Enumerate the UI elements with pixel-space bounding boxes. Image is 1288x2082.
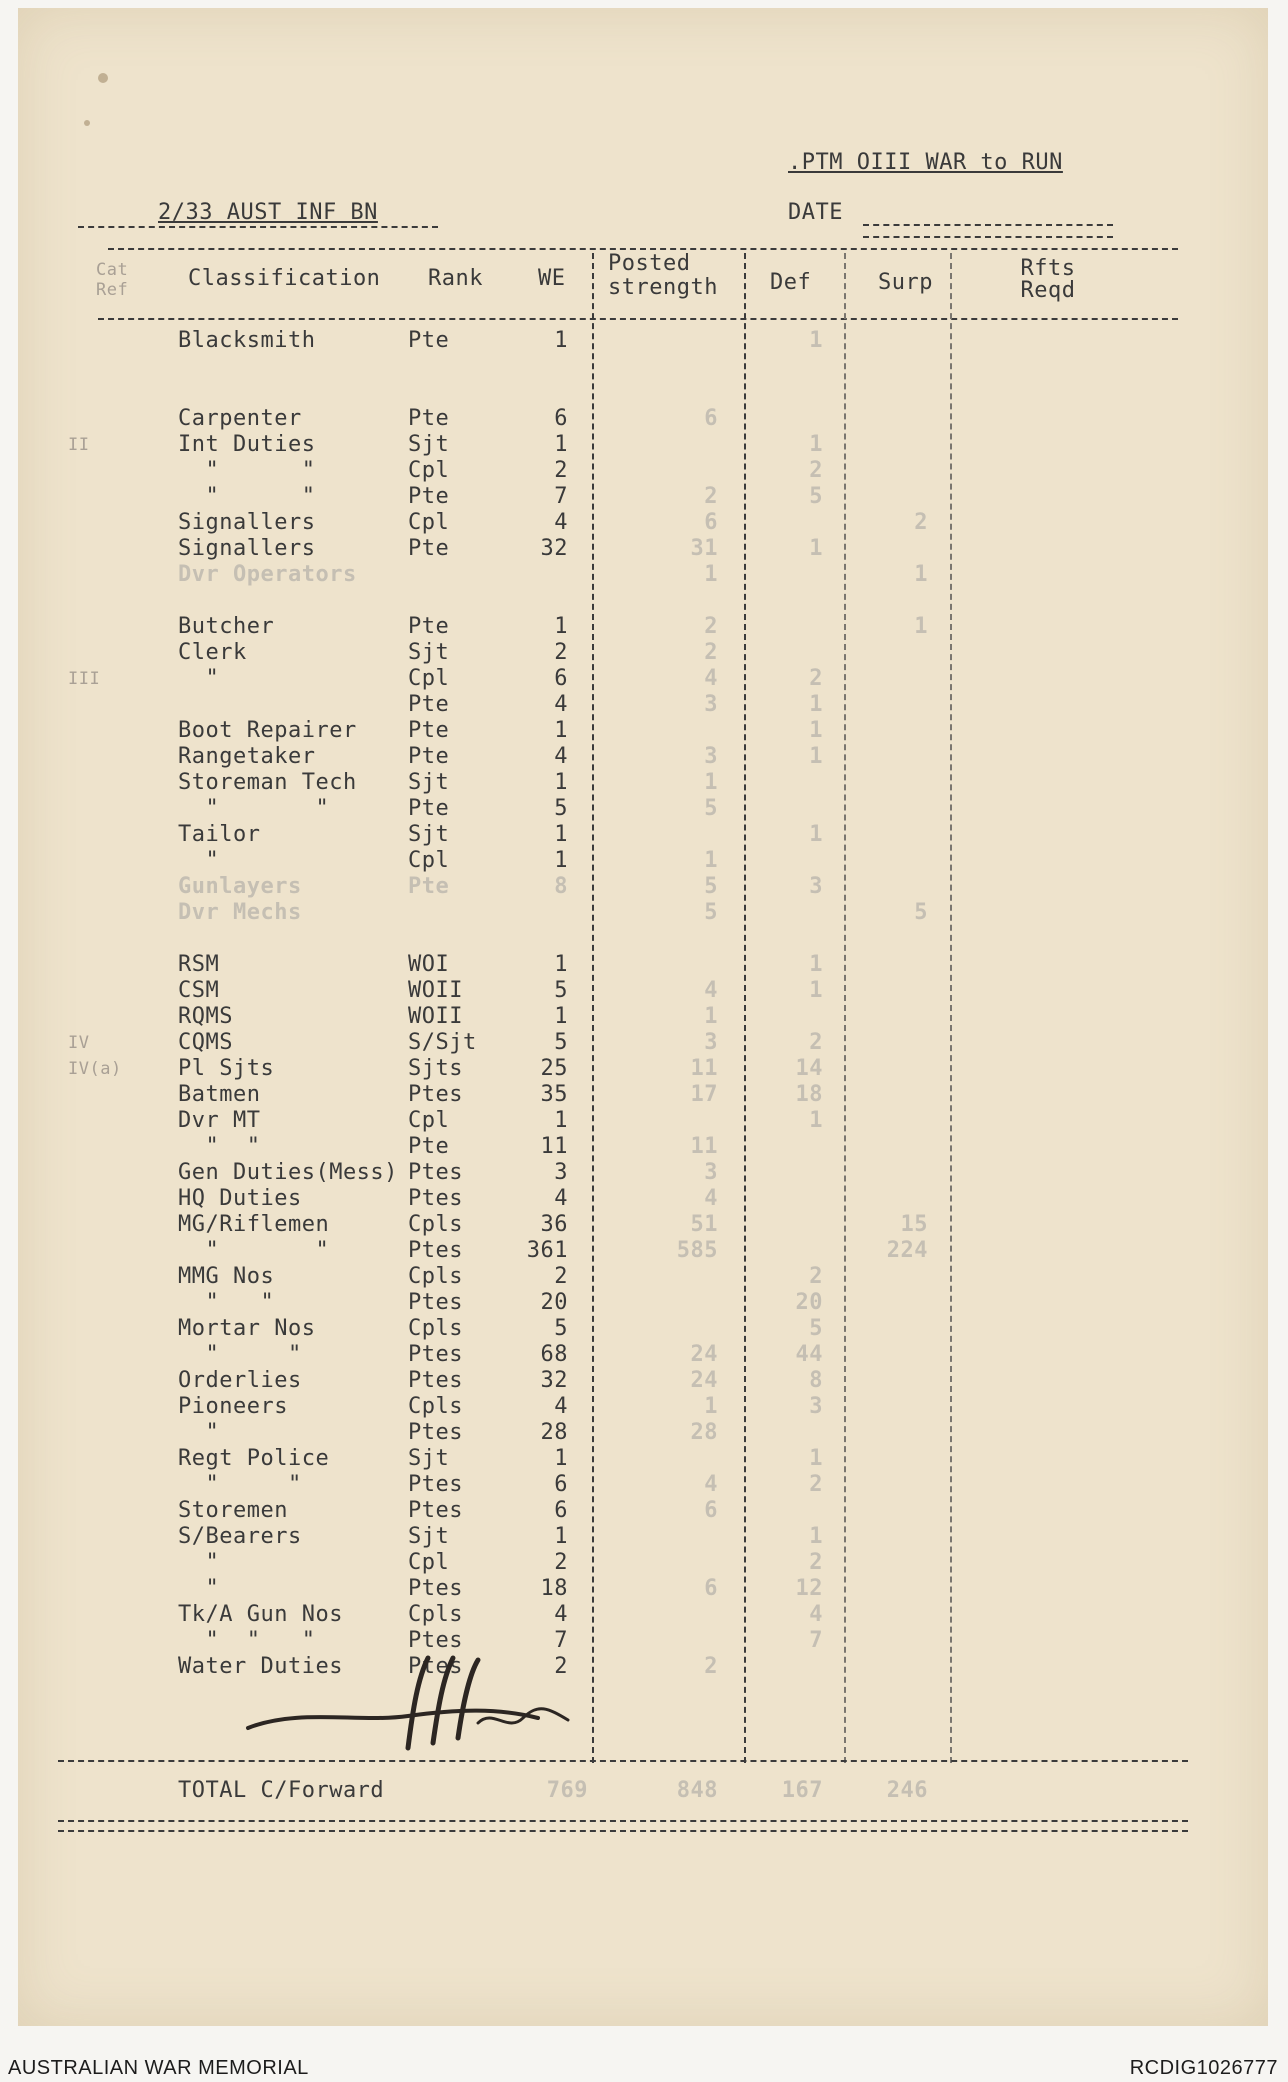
cell-we: 1 <box>554 328 568 353</box>
table-row <box>18 1342 1268 1368</box>
cell-rank: Ptes <box>408 1342 463 1367</box>
table-header-rule <box>98 318 1178 320</box>
cell-classification: RQMS <box>178 1004 233 1029</box>
table-row <box>18 1134 1268 1160</box>
cell-rank: WOII <box>408 978 463 1003</box>
table-row <box>18 588 1268 614</box>
col-header-we: WE <box>538 266 566 291</box>
cell-classification: S/Bearers <box>178 1524 302 1549</box>
cell-posted: 28 <box>690 1420 718 1445</box>
cell-def: 2 <box>809 1472 823 1497</box>
category-label: III <box>68 669 101 689</box>
cell-classification: Storeman Tech <box>178 770 357 795</box>
table-row <box>18 1576 1268 1602</box>
cell-posted: 11 <box>690 1056 718 1081</box>
cell-def: 12 <box>795 1576 823 1601</box>
table-row <box>18 1550 1268 1576</box>
cell-def: 8 <box>809 1368 823 1393</box>
cell-rank: Pte <box>408 484 450 509</box>
table-row <box>18 1160 1268 1186</box>
cell-rank: Cpl <box>408 458 450 483</box>
cell-classification: Mortar Nos <box>178 1316 316 1341</box>
cell-rank: Sjt <box>408 822 450 847</box>
cell-classification: MG/Riflemen <box>178 1212 330 1237</box>
cell-rank: Sjt <box>408 432 450 457</box>
table-row <box>18 380 1268 406</box>
cell-posted: 6 <box>704 406 718 431</box>
cell-we: 1 <box>554 1108 568 1133</box>
cell-def: 3 <box>809 1394 823 1419</box>
cell-def: 3 <box>809 874 823 899</box>
cell-classification: Boot Repairer <box>178 718 357 743</box>
cell-surp: 1 <box>914 562 928 587</box>
table-row <box>18 1056 1268 1082</box>
cell-classification: Signallers <box>178 536 316 561</box>
col-header-def: Def <box>770 270 812 295</box>
cell-posted: 2 <box>704 1654 718 1679</box>
cell-posted: 4 <box>704 1186 718 1211</box>
cell-classification: " " <box>178 1290 275 1315</box>
cell-posted: 2 <box>704 484 718 509</box>
cell-rank: Cpl <box>408 666 450 691</box>
footer-right: RCDIG1026777 <box>1129 2057 1278 2079</box>
cell-we: 8 <box>554 874 568 899</box>
cell-rank: Sjt <box>408 640 450 665</box>
cell-we: 2 <box>554 1550 568 1575</box>
cell-we: 4 <box>554 1602 568 1627</box>
cell-def: 1 <box>809 978 823 1003</box>
cell-classification: Gen Duties(Mess) <box>178 1160 398 1185</box>
cell-rank: Ptes <box>408 1290 463 1315</box>
cell-classification: Water Duties <box>178 1654 343 1679</box>
cell-we: 35 <box>540 1082 568 1107</box>
handwritten-signature <box>238 1648 598 1758</box>
cell-we: 6 <box>554 406 568 431</box>
cell-posted: 24 <box>690 1342 718 1367</box>
cell-def: 2 <box>809 1264 823 1289</box>
cell-classification: Gunlayers <box>178 874 302 899</box>
cell-classification: Dvr MT <box>178 1108 261 1133</box>
cell-we: 1 <box>554 1524 568 1549</box>
cell-posted: 1 <box>704 562 718 587</box>
cell-posted: 1 <box>704 1394 718 1419</box>
cell-we: 4 <box>554 1186 568 1211</box>
cell-we: 4 <box>554 692 568 717</box>
cell-posted: 2 <box>704 614 718 639</box>
cell-def: 18 <box>795 1082 823 1107</box>
category-label: IV(a) <box>68 1059 122 1079</box>
cell-we: 1 <box>554 848 568 873</box>
cell-classification: Regt Police <box>178 1446 330 1471</box>
cell-rank: Ptes <box>408 1160 463 1185</box>
cell-posted: 24 <box>690 1368 718 1393</box>
cell-rank: Cpl <box>408 1108 450 1133</box>
col-header-posted: Posted strength <box>608 251 718 300</box>
document-page <box>18 8 1268 2026</box>
cell-def: 5 <box>809 484 823 509</box>
cell-classification: Pl Sjts <box>178 1056 275 1081</box>
cell-rank: Pte <box>408 406 450 431</box>
cell-classification: " " <box>178 458 316 483</box>
cell-rank: Ptes <box>408 1186 463 1211</box>
cell-we: 4 <box>554 744 568 769</box>
cell-posted: 1 <box>704 848 718 873</box>
table-row <box>18 1108 1268 1134</box>
table-row <box>18 666 1268 692</box>
cell-rank: Pte <box>408 692 450 717</box>
cell-classification: " " <box>178 1134 261 1159</box>
cell-classification: RSM <box>178 952 220 977</box>
table-row <box>18 978 1268 1004</box>
cell-classification: Dvr Mechs <box>178 900 302 925</box>
cell-rank: Cpls <box>408 1316 463 1341</box>
cell-posted: 11 <box>690 1134 718 1159</box>
cell-posted: 17 <box>690 1082 718 1107</box>
cell-we: 7 <box>554 1628 568 1653</box>
total-bottom-rule-2 <box>58 1830 1188 1832</box>
total-surp: 246 <box>886 1778 928 1803</box>
table-row <box>18 1290 1268 1316</box>
cell-rank: Sjt <box>408 1446 450 1471</box>
cell-rank: Ptes <box>408 1420 463 1445</box>
cell-we: 6 <box>554 1498 568 1523</box>
cell-classification: Storemen <box>178 1498 288 1523</box>
cell-posted: 6 <box>704 510 718 535</box>
ink-stain <box>84 120 90 126</box>
cell-rank: Pte <box>408 718 450 743</box>
cell-we: 25 <box>540 1056 568 1081</box>
cell-we: 36 <box>540 1212 568 1237</box>
cell-rank: Ptes <box>408 1654 463 1679</box>
cell-surp: 224 <box>886 1238 928 1263</box>
table-row <box>18 1524 1268 1550</box>
cell-posted: 6 <box>704 1498 718 1523</box>
cell-classification: MMG Nos <box>178 1264 275 1289</box>
cell-we: 1 <box>554 1446 568 1471</box>
table-row <box>18 328 1268 354</box>
cell-posted: 51 <box>690 1212 718 1237</box>
total-label: TOTAL C/Forward <box>178 1778 385 1803</box>
table-row <box>18 1082 1268 1108</box>
cell-rank: Pte <box>408 796 450 821</box>
cell-surp: 5 <box>914 900 928 925</box>
date-underline-2 <box>863 236 1113 238</box>
cell-posted: 2 <box>704 640 718 665</box>
table-row <box>18 1602 1268 1628</box>
cell-rank: Pte <box>408 614 450 639</box>
cell-posted: 5 <box>704 874 718 899</box>
table-row <box>18 536 1268 562</box>
cell-we: 361 <box>526 1238 568 1263</box>
table-row <box>18 848 1268 874</box>
cell-we: 68 <box>540 1342 568 1367</box>
table-row <box>18 640 1268 666</box>
cell-rank: Cpl <box>408 510 450 535</box>
ink-stain <box>98 73 108 83</box>
cell-posted: 1 <box>704 1004 718 1029</box>
cell-posted: 5 <box>704 796 718 821</box>
cell-classification: " " " <box>178 1628 316 1653</box>
cell-posted: 585 <box>676 1238 718 1263</box>
table-row <box>18 952 1268 978</box>
cell-rank: Ptes <box>408 1368 463 1393</box>
cell-classification: " " <box>178 796 330 821</box>
cell-classification: Signallers <box>178 510 316 535</box>
table-row <box>18 692 1268 718</box>
table-row <box>18 1420 1268 1446</box>
cell-posted: 3 <box>704 744 718 769</box>
cell-def: 20 <box>795 1290 823 1315</box>
cell-classification: " <box>178 1576 220 1601</box>
cell-classification: Dvr Operators <box>178 562 357 587</box>
cell-rank: Cpls <box>408 1212 463 1237</box>
cell-rank: Ptes <box>408 1472 463 1497</box>
cell-we: 4 <box>554 510 568 535</box>
cell-def: 1 <box>809 432 823 457</box>
cell-rank: Cpl <box>408 848 450 873</box>
cell-we: 6 <box>554 1472 568 1497</box>
table-row <box>18 1498 1268 1524</box>
table-row <box>18 874 1268 900</box>
table-row <box>18 406 1268 432</box>
cell-def: 5 <box>809 1316 823 1341</box>
table-row <box>18 1238 1268 1264</box>
cell-rank: Pte <box>408 328 450 353</box>
cell-def: 1 <box>809 536 823 561</box>
table-row <box>18 1446 1268 1472</box>
cell-we: 1 <box>554 614 568 639</box>
cell-classification: HQ Duties <box>178 1186 302 1211</box>
cell-we: 32 <box>540 536 568 561</box>
cell-posted: 4 <box>704 1472 718 1497</box>
cell-classification: Batmen <box>178 1082 261 1107</box>
table-row <box>18 432 1268 458</box>
col-header-rank: Rank <box>428 266 483 291</box>
cell-we: 1 <box>554 770 568 795</box>
cell-def: 14 <box>795 1056 823 1081</box>
cell-classification: Tk/A Gun Nos <box>178 1602 343 1627</box>
cell-we: 5 <box>554 1030 568 1055</box>
date-label: DATE <box>788 200 843 225</box>
cell-we: 11 <box>540 1134 568 1159</box>
table-row <box>18 1212 1268 1238</box>
cell-classification: Pioneers <box>178 1394 288 1419</box>
table-row <box>18 744 1268 770</box>
cell-def: 1 <box>809 744 823 769</box>
table-row <box>18 1394 1268 1420</box>
top-right-title: .PTM OIII WAR to RUN <box>788 150 1063 175</box>
cell-rank: Ptes <box>408 1628 463 1653</box>
cell-classification: Tailor <box>178 822 261 847</box>
table-row <box>18 510 1268 536</box>
unit-underline <box>78 226 438 228</box>
cell-we: 2 <box>554 640 568 665</box>
cell-classification: " <box>178 848 220 873</box>
cell-rank: Sjts <box>408 1056 463 1081</box>
cell-rank: Cpls <box>408 1394 463 1419</box>
cell-we: 1 <box>554 718 568 743</box>
table-row <box>18 1628 1268 1654</box>
cell-classification: CSM <box>178 978 220 1003</box>
table-row <box>18 484 1268 510</box>
cell-we: 2 <box>554 1654 568 1679</box>
cell-posted: 3 <box>704 1160 718 1185</box>
cell-classification: " " <box>178 1342 302 1367</box>
col-header-cat: Cat Ref <box>96 260 129 300</box>
cell-we: 1 <box>554 822 568 847</box>
cell-posted: 31 <box>690 536 718 561</box>
cell-we: 1 <box>554 1004 568 1029</box>
category-label: IV <box>68 1033 90 1053</box>
cell-rank: WOII <box>408 1004 463 1029</box>
cell-we: 4 <box>554 1394 568 1419</box>
cell-posted: 4 <box>704 666 718 691</box>
cell-classification: Blacksmith <box>178 328 316 353</box>
cell-classification: Int Duties <box>178 432 316 457</box>
cell-rank: WOI <box>408 952 450 977</box>
cell-posted: 1 <box>704 770 718 795</box>
cell-we: 20 <box>540 1290 568 1315</box>
cell-def: 1 <box>809 692 823 717</box>
cell-surp: 1 <box>914 614 928 639</box>
cell-def: 2 <box>809 1550 823 1575</box>
cell-def: 2 <box>809 1030 823 1055</box>
cell-classification: " <box>178 1420 220 1445</box>
date-underline <box>863 224 1113 226</box>
cell-def: 1 <box>809 1524 823 1549</box>
cell-we: 1 <box>554 952 568 977</box>
table-row <box>18 822 1268 848</box>
cell-classification: Butcher <box>178 614 275 639</box>
cell-def: 4 <box>809 1602 823 1627</box>
table-row <box>18 900 1268 926</box>
cell-we: 5 <box>554 978 568 1003</box>
cell-rank: Ptes <box>408 1576 463 1601</box>
col-header-surp: Surp <box>878 270 933 295</box>
cell-classification: Carpenter <box>178 406 302 431</box>
cell-rank: S/Sjt <box>408 1030 477 1055</box>
cell-rank: Ptes <box>408 1082 463 1107</box>
total-def: 167 <box>781 1778 823 1803</box>
cell-we: 2 <box>554 458 568 483</box>
cell-surp: 15 <box>900 1212 928 1237</box>
cell-posted: 5 <box>704 900 718 925</box>
table-row <box>18 1654 1268 1680</box>
table-row <box>18 458 1268 484</box>
cell-rank: Cpls <box>408 1264 463 1289</box>
col-header-rfts: Rfts Reqd <box>1020 256 1076 303</box>
cell-we: 3 <box>554 1160 568 1185</box>
cell-rank: Sjt <box>408 1524 450 1549</box>
total-posted: 848 <box>676 1778 718 1803</box>
cell-rank: Cpl <box>408 1550 450 1575</box>
table-row <box>18 1186 1268 1212</box>
cell-we: 1 <box>554 432 568 457</box>
cell-we: 2 <box>554 1264 568 1289</box>
cell-def: 2 <box>809 458 823 483</box>
table-row <box>18 614 1268 640</box>
cell-classification: " <box>178 666 220 691</box>
table-row <box>18 1316 1268 1342</box>
table-row <box>18 796 1268 822</box>
table-row <box>18 1030 1268 1056</box>
cell-def: 1 <box>809 822 823 847</box>
cell-rank: Pte <box>408 1134 450 1159</box>
col-header-classification: Classification <box>188 266 381 291</box>
table-row <box>18 562 1268 588</box>
footer-left: AUSTRALIAN WAR MEMORIAL <box>8 2057 309 2079</box>
cell-we: 7 <box>554 484 568 509</box>
cell-rank: Sjt <box>408 770 450 795</box>
table-row <box>18 926 1268 952</box>
cell-we: 18 <box>540 1576 568 1601</box>
cell-classification: Rangetaker <box>178 744 316 769</box>
table-row <box>18 1368 1268 1394</box>
cell-surp: 2 <box>914 510 928 535</box>
cell-we: 5 <box>554 796 568 821</box>
cell-rank: Ptes <box>408 1238 463 1263</box>
cell-we: 28 <box>540 1420 568 1445</box>
table-row <box>18 1264 1268 1290</box>
total-bottom-rule <box>58 1820 1188 1822</box>
total-we: 769 <box>546 1778 588 1803</box>
cell-def: 1 <box>809 952 823 977</box>
cell-rank: Pte <box>408 744 450 769</box>
table-row <box>18 770 1268 796</box>
cell-classification: Orderlies <box>178 1368 302 1393</box>
table-row <box>18 1472 1268 1498</box>
cell-classification: " " <box>178 1472 302 1497</box>
cell-def: 1 <box>809 328 823 353</box>
cell-classification: " <box>178 1550 220 1575</box>
table-top-rule <box>108 248 1178 250</box>
table-row <box>18 354 1268 380</box>
cell-we: 5 <box>554 1316 568 1341</box>
cell-classification: Clerk <box>178 640 247 665</box>
unit-label: 2/33 AUST INF BN <box>158 200 378 225</box>
cell-rank: Ptes <box>408 1498 463 1523</box>
cell-def: 7 <box>809 1628 823 1653</box>
cell-def: 2 <box>809 666 823 691</box>
cell-we: 6 <box>554 666 568 691</box>
cell-posted: 4 <box>704 978 718 1003</box>
cell-posted: 3 <box>704 692 718 717</box>
cell-classification: " " <box>178 484 316 509</box>
table-row <box>18 718 1268 744</box>
cell-posted: 3 <box>704 1030 718 1055</box>
cell-classification: " " <box>178 1238 330 1263</box>
cell-rank: Cpls <box>408 1602 463 1627</box>
cell-classification: CQMS <box>178 1030 233 1055</box>
cell-def: 44 <box>795 1342 823 1367</box>
cell-def: 1 <box>809 1108 823 1133</box>
cell-rank: Pte <box>408 874 450 899</box>
cell-rank: Pte <box>408 536 450 561</box>
cell-def: 1 <box>809 718 823 743</box>
category-label: II <box>68 435 90 455</box>
cell-posted: 6 <box>704 1576 718 1601</box>
total-top-rule <box>58 1760 1188 1762</box>
table-row <box>18 1004 1268 1030</box>
cell-def: 1 <box>809 1446 823 1471</box>
cell-we: 32 <box>540 1368 568 1393</box>
